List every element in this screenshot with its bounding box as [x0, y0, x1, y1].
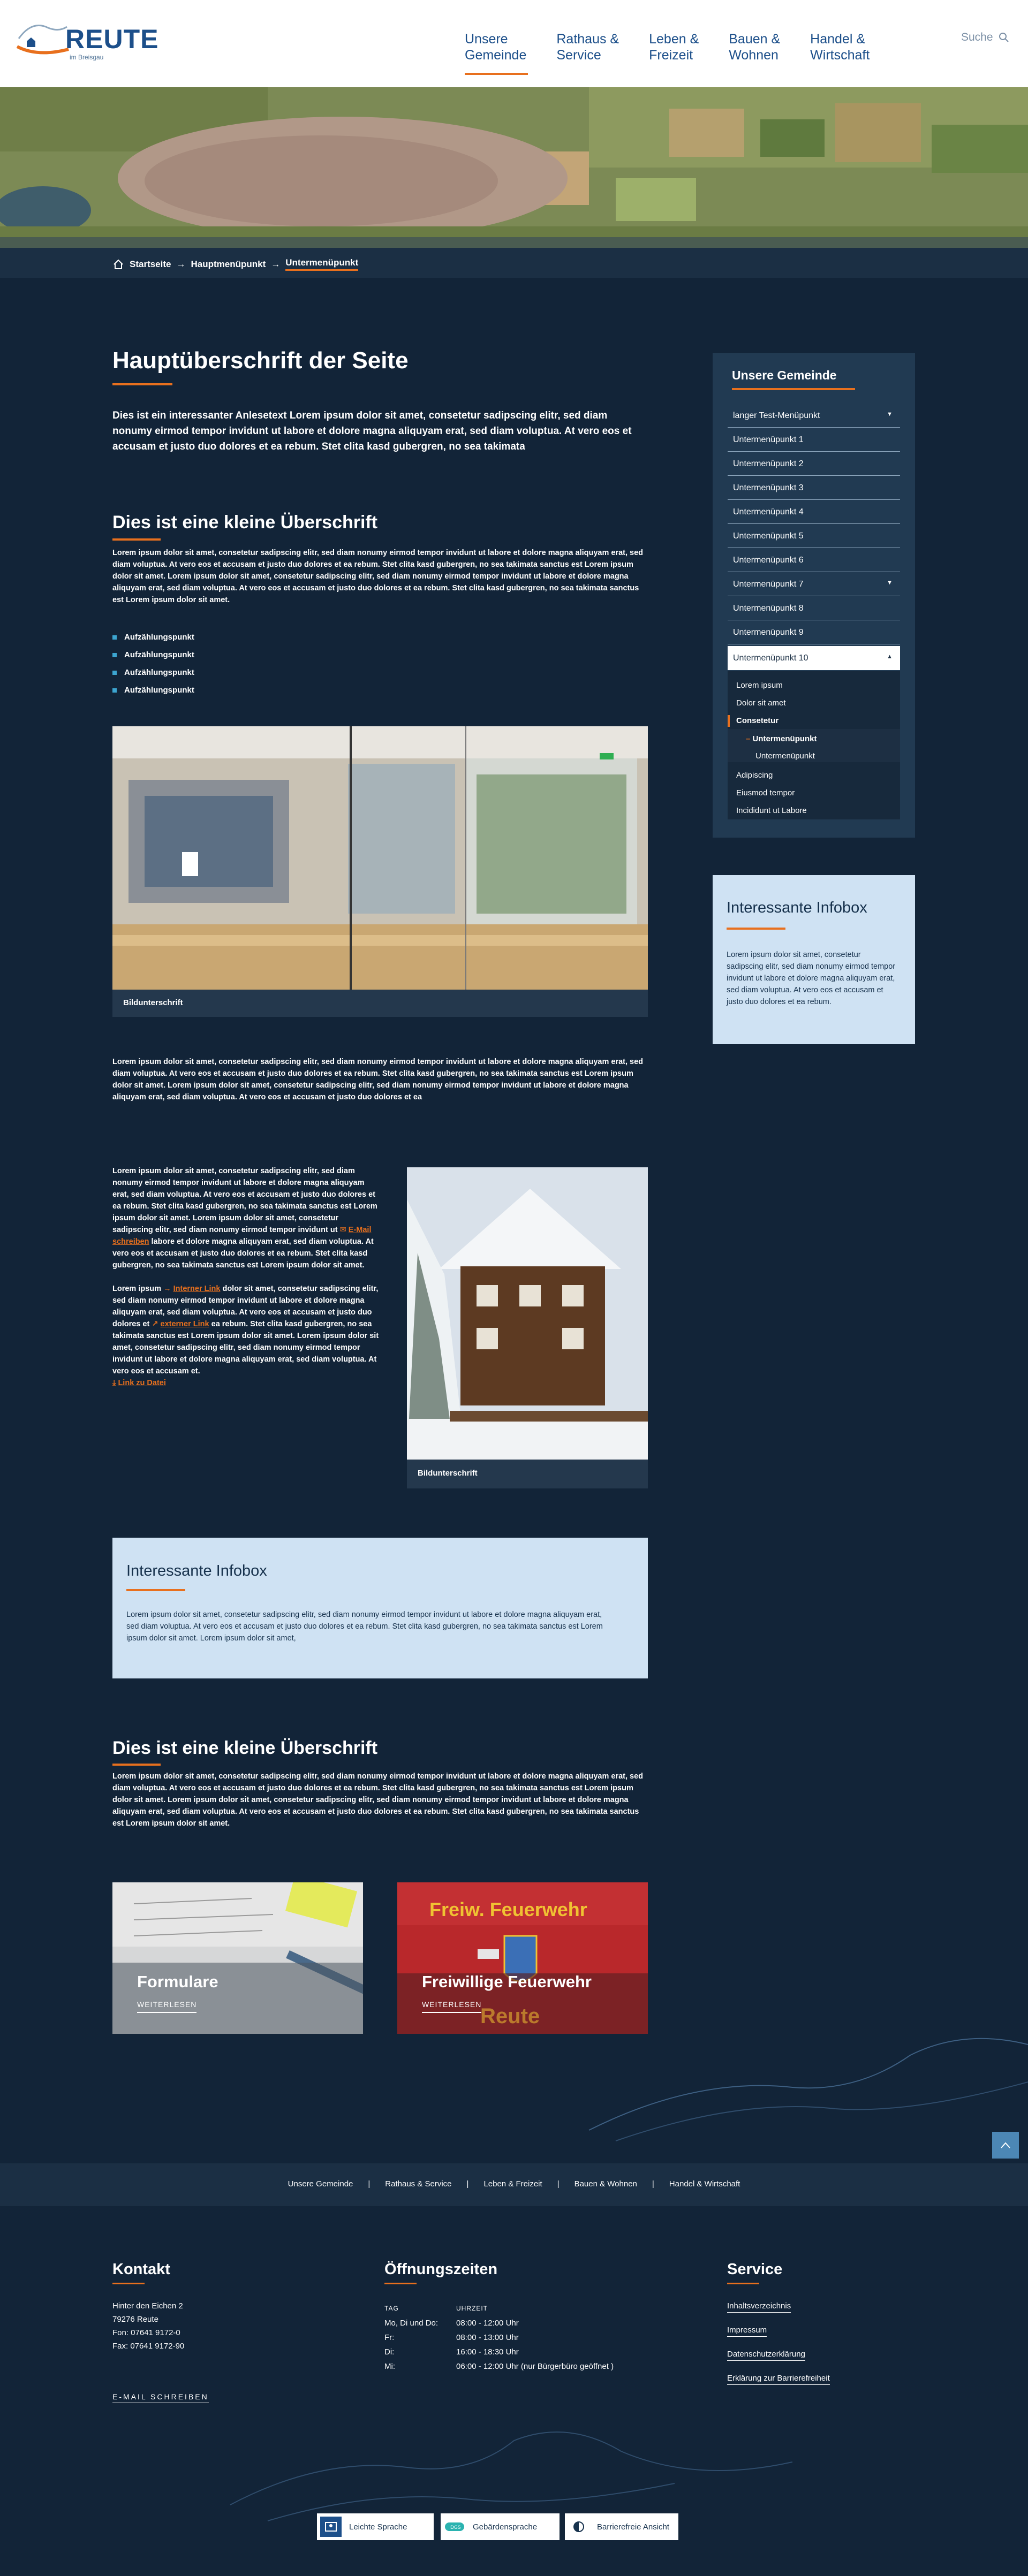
- interior-photo: [112, 726, 648, 990]
- sidebar-item[interactable]: [728, 404, 900, 428]
- sidebar-item-label: Untermenüpunkt 6: [733, 556, 804, 565]
- snowy-house-photo: [407, 1167, 648, 1460]
- sidebar-infobox: [713, 875, 915, 1044]
- chevron-up-icon: [1000, 2141, 1011, 2149]
- sidebar-item-label: Untermenüpunkt 5: [733, 531, 804, 541]
- section-heading: Dies ist eine kleine Überschrift: [112, 512, 378, 533]
- nav-item-handel-wirtschaft[interactable]: [810, 31, 870, 63]
- sidebar-title: Unsere Gemeinde: [732, 368, 837, 382]
- sidebar-item-label: Untermenüpunkt 9: [733, 628, 804, 637]
- a11y-label: Leichte Sprache: [349, 2522, 407, 2532]
- infobox-title: Interessante Infobox: [727, 899, 867, 916]
- footer-rule: [384, 2283, 417, 2284]
- fax: Fax: 07641 9172-90: [112, 2342, 185, 2351]
- sidebar-item-label: Untermenüpunkt 3: [733, 483, 804, 492]
- list-item: Aufzählungspunkt: [112, 664, 194, 681]
- footer-nav-item[interactable]: Handel & Wirtschaft: [669, 2179, 740, 2189]
- submenu-item[interactable]: Incididunt ut Labore: [736, 806, 807, 815]
- svg-text:DGS: DGS: [450, 2525, 461, 2531]
- sidebar-item[interactable]: [728, 524, 900, 548]
- sidebar-item[interactable]: [728, 452, 900, 476]
- infobox-text: Lorem ipsum dolor sit amet, consetetur sadipscing elitr, sed diam nonumy eirmod tempor invidunt ut labore et dolore magna aliquyam erat, sed diam voluptua. At vero eos et accusam et justo duo dolores et ea rebum. Stet clita kasd gubergren, no sea takimata sanctus est Lorem ipsum dolor sit amet. Lorem ipsum dolor sit amet,: [126, 1610, 603, 1643]
- text-column: Lorem ipsum dolor sit amet, consetetur sadipscing elitr, sed diam nonumy eirmod tempor invidunt ut labore et dolore magna aliquyam erat, sed diam voluptua. At vero eos et accusam et justo duo dolores et ea rebum. Stet clita kasd gubergren, no sea takimata sanctus est Lorem ipsum dolor sit amet. Lorem ipsum dolor sit amet, consetetur sadipscing elitr, sed diam nonumy eirmod tempor invidunt ut ✉ E-Mail schreiben labore et dolore magna aliquyam erat, sed diam voluptua. At vero eos et accusam et justo duo dolores et ea rebum. Stet clita kasd gubergren, no sea takimata sanctus est Lorem ipsum dolor sit amet. Lorem ipsum → Interner Link dolor sit amet, consetetur sadipscing elitr, sed diam nonumy eirmod tempor invidunt ut labore et dolore magna aliquyam erat, sed diam voluptua. At vero eos et accusam et justo duo dolores et ↗ externer Link ea rebum. Stet clita kasd gubergren, no sea takimata sanctus est Lorem ipsum dolor sit amet. Lorem ipsum dolor sit amet, consetetur sadipscing elitr, sed diam nonumy eirmod tempor invidunt ut labore et dolore magna aliquyam erat, sed diam voluptua. At vero eos et accusam et. ⤓ Link zu Datei: [112, 1167, 379, 1387]
- sidebar-item-label: Untermenüpunkt 4: [733, 507, 804, 516]
- submenu-item-active[interactable]: Consetetur: [736, 716, 779, 725]
- separator: |: [652, 2179, 654, 2189]
- hours-time: 08:00 - 13:00 Uhr: [456, 2333, 519, 2342]
- footer-link[interactable]: Erklärung zur Barrierefreiheit: [727, 2374, 830, 2385]
- footer-link[interactable]: Impressum: [727, 2326, 767, 2337]
- external-link[interactable]: externer Link: [160, 1320, 209, 1328]
- opening-hours-table: [384, 2301, 614, 2374]
- nav-item-unsere-gemeinde[interactable]: [465, 31, 526, 63]
- paragraph-part: ea rebum. Stet clita kasd gubergren, no sea takimata sanctus est Lorem ipsum dolor sit amet. Lorem ipsum dolor sit amet, consetetur sadipscing elitr, sed diam nonumy eirmod tempor invidunt ut labore et dolore magna aliquyam erat, sed diam voluptua. At vero eos et accusam et.: [112, 1320, 379, 1376]
- separator: |: [557, 2179, 560, 2189]
- separator: |: [368, 2179, 371, 2189]
- sidebar-item[interactable]: [728, 476, 900, 500]
- sidebar-item[interactable]: [728, 572, 900, 596]
- submenu-nested-item-active[interactable]: – Untermenüpunkt: [746, 734, 817, 743]
- sign-language-button[interactable]: [441, 2513, 560, 2540]
- chevron-up-icon[interactable]: ▲: [887, 654, 893, 660]
- section-heading: Dies ist eine kleine Überschrift: [112, 1738, 378, 1758]
- paragraph: Lorem ipsum dolor sit amet, consetetur sadipscing elitr, sed diam nonumy eirmod tempor invidunt ut labore et dolore magna aliquyam erat, sed diam voluptua. At vero eos et accusam et justo duo dolores et ea rebum. Stet clita kasd gubergren, no sea takimata sanctus est Lorem ipsum dolor sit amet. Lorem ipsum dolor sit amet, consetetur sadipscing elitr, sed diam nonumy eirmod tempor invidunt ut labore et dolore magna aliquyam erat, sed diam voluptua. At vero eos et accusam et justo duo dolores et ea rebum. Stet clita kasd gubergren, no sea takimata sanctus est Lorem ipsum dolor sit amet.: [112, 1772, 644, 1828]
- breadcrumb: [112, 257, 358, 271]
- paragraph: Lorem ipsum dolor sit amet, consetetur sadipscing elitr, sed diam nonumy eirmod tempor invidunt ut labore et dolore magna aliquyam erat, sed diam voluptua. At vero eos et accusam et justo duo dolores et ea rebum. Stet clita kasd gubergren, no sea takimata sanctus est Lorem ipsum dolor sit amet. Lorem ipsum dolor sit amet, consetetur sadipscing elitr, sed diam nonumy eirmod tempor invidunt ut labore et dolore magna aliquyam erat, sed diam voluptua. At vero eos et accusam et justo duo dolores et ea: [112, 1058, 644, 1101]
- footer-nav-item[interactable]: Unsere Gemeinde: [288, 2179, 353, 2189]
- infobox-title: Interessante Infobox: [126, 1562, 267, 1579]
- footer-hours-title: Öffnungszeiten: [384, 2261, 498, 2278]
- image-with-caption: [407, 1167, 648, 1488]
- footer-rule: [727, 2283, 759, 2284]
- easy-language-icon: [320, 2517, 342, 2537]
- sign-language-icon: [444, 2517, 465, 2537]
- image-caption: Bildunterschrift: [123, 998, 183, 1007]
- nav-item-leben-freizeit[interactable]: [649, 31, 699, 63]
- infobox-text: Lorem ipsum dolor sit amet, consetetur sadipscing elitr, sed diam nonumy eirmod tempor invidunt ut labore et dolore magna aliquyam erat, sed diam voluptua. At vero eos et accusam et justo duo dolores et ea rebum.: [727, 951, 896, 1006]
- breadcrumb-current: Untermenüpunkt: [285, 257, 358, 271]
- footer-nav: [0, 2163, 1028, 2206]
- decorative-hills: [0, 2012, 1028, 2173]
- nav-label-line1: Handel &: [810, 32, 866, 47]
- file-link[interactable]: Link zu Datei: [118, 1379, 166, 1387]
- hours-time: 16:00 - 18:30 Uhr: [456, 2347, 519, 2357]
- nav-label-line2: Wirtschaft: [810, 48, 870, 63]
- banner-text: Freiw. Feuerwehr: [429, 1898, 587, 1920]
- sidebar-item-label: Untermenüpunkt 1: [733, 435, 804, 444]
- sidebar-item-label: Untermenüpunkt 8: [733, 604, 804, 613]
- separator: |: [466, 2179, 469, 2189]
- read-more-link[interactable]: WEITERLESEN: [422, 2000, 481, 2013]
- infobox-rule: [727, 928, 785, 930]
- list-item: Aufzählungspunkt: [112, 681, 194, 699]
- sidebar-title-rule: [732, 388, 855, 390]
- a11y-label: Barrierefreie Ansicht: [597, 2522, 670, 2532]
- list-item: Aufzählungspunkt: [112, 628, 194, 646]
- heading-rule: [112, 1764, 161, 1766]
- hours-day: Di:: [384, 2347, 395, 2357]
- hours-time: 06:00 - 12:00 Uhr (nur Bürgerbüro geöffnet ): [456, 2362, 614, 2371]
- hours-header-day: TAG: [384, 2305, 399, 2312]
- footer-contact-title: Kontakt: [112, 2261, 170, 2278]
- sidebar-item[interactable]: [728, 428, 900, 452]
- submenu-item[interactable]: Eiusmod tempor: [736, 788, 795, 797]
- chevron-down-icon[interactable]: ▼: [887, 411, 893, 417]
- sidebar-nav: [713, 353, 915, 838]
- contrast-icon: [568, 2517, 589, 2537]
- phone: Fon: 07641 9172-0: [112, 2328, 180, 2337]
- sidebar-item-label: Untermenüpunkt 7: [733, 580, 804, 589]
- nav-label-line2: Freizeit: [649, 48, 693, 63]
- nav-label-line2: Service: [556, 48, 601, 63]
- hours-day: Fr:: [384, 2333, 395, 2342]
- search-icon: [999, 32, 1009, 43]
- submenu-nested-item[interactable]: Untermenüpunkt: [755, 751, 815, 761]
- footer-link[interactable]: Inhaltsverzeichnis: [727, 2301, 791, 2313]
- sidebar-item-open[interactable]: [728, 646, 900, 670]
- nav-item-bauen-wohnen[interactable]: [729, 31, 780, 63]
- read-more-link[interactable]: WEITERLESEN: [137, 2000, 196, 2013]
- paragraph-part: Lorem ipsum: [112, 1285, 162, 1293]
- hours-time: 08:00 - 12:00 Uhr: [456, 2319, 519, 2328]
- hours-day: Mo, Di und Do:: [384, 2319, 439, 2328]
- nav-label-line1: Leben &: [649, 32, 699, 47]
- breadcrumb-bar: [0, 248, 1028, 278]
- footer-service-title: Service: [727, 2261, 783, 2278]
- accessible-view-button[interactable]: [565, 2513, 678, 2540]
- footer-nav-item[interactable]: Leben & Freizeit: [483, 2179, 542, 2189]
- hero-image: [0, 87, 1028, 248]
- paragraph: Lorem ipsum dolor sit amet, consetetur sadipscing elitr, sed diam nonumy eirmod tempor invidunt ut labore et dolore magna aliquyam erat, sed diam voluptua. At vero eos et accusam et justo duo dolores et ea rebum. Stet clita kasd gubergren, no sea takimata sanctus est Lorem ipsum dolor sit amet. Lorem ipsum dolor sit amet, consetetur sadipscing elitr, sed diam nonumy eirmod tempor invidunt ut labore et dolore magna aliquyam erat, sed diam voluptua. At vero eos et accusam et justo duo dolores et ea rebum. Stet clita kasd gubergren, no sea takimata sanctus est Lorem ipsum dolor sit amet.: [112, 549, 644, 604]
- list-item: Aufzählungspunkt: [112, 646, 194, 664]
- a11y-label: Gebärdensprache: [473, 2522, 538, 2532]
- teaser-card-feuerwehr[interactable]: [397, 1882, 648, 2034]
- banner-town: Reute: [480, 2004, 540, 2028]
- lead-text: Dies ist ein interessanter Anlesetext Lorem ipsum dolor sit amet, consetetur sadipscing elitr, sed diam nonumy eirmod tempor invidunt ut labore et dolore magna aliquyam erat, sed diam voluptua. At vero eos et accusam et justo duo dolores et ea rebum. Stet clita kasd gubergren, no sea takimata: [112, 410, 632, 452]
- sidebar-item[interactable]: [728, 596, 900, 620]
- search-button[interactable]: [961, 31, 1009, 44]
- logo-text: REUTE: [65, 24, 159, 54]
- sidebar-item-label: langer Test-Menüpunkt: [733, 411, 820, 420]
- easy-language-button[interactable]: [317, 2513, 434, 2540]
- nav-item-rathaus-service[interactable]: [556, 31, 619, 63]
- email-link[interactable]: E-Mail schreiben: [112, 1226, 372, 1246]
- aerial-village-photo: [0, 87, 1028, 248]
- teaser-card-formulare[interactable]: [112, 1882, 363, 2034]
- paragraph-part: dolor sit amet, consetetur sadipscing elitr, sed diam nonumy eirmod tempor invidunt ut labore et dolore magna aliquyam erat, sed diam voluptua. At vero eos et accusam et justo duo dolores et: [112, 1285, 379, 1328]
- internal-link[interactable]: Interner Link: [173, 1285, 221, 1293]
- hours-header-time: UHRZEIT: [456, 2305, 488, 2312]
- scroll-to-top-button[interactable]: [992, 2132, 1019, 2159]
- submenu-item[interactable]: Lorem ipsum: [736, 681, 783, 690]
- submenu-nested-label: Untermenüpunkt: [752, 734, 817, 743]
- submenu-item[interactable]: Adipiscing: [736, 771, 773, 780]
- hours-day: Mi:: [384, 2362, 395, 2371]
- paragraph-part: labore et dolore magna aliquyam erat, sed diam voluptua. At vero eos et accusam et justo duo dolores et ea rebum. Stet clita kasd gubergren, no sea takimata sanctus est Lorem ipsum dolor sit amet.: [112, 1237, 374, 1270]
- footer-link[interactable]: Datenschutzerklärung: [727, 2350, 805, 2361]
- main-nav: [465, 31, 900, 63]
- image-with-caption: [112, 726, 648, 1017]
- nav-label-line1: Bauen &: [729, 32, 781, 47]
- sidebar-item-label: Untermenüpunkt 10: [733, 654, 808, 663]
- footer-nav-item[interactable]: Rathaus & Service: [385, 2179, 452, 2189]
- nav-label-line2: Gemeinde: [465, 48, 527, 63]
- logo-subtitle: im Breisgau: [70, 54, 104, 61]
- bullet-list: [112, 628, 194, 699]
- home-icon[interactable]: [112, 259, 124, 270]
- infobox-rule: [126, 1589, 185, 1591]
- footer-contact: [112, 2299, 184, 2353]
- breadcrumb-level1[interactable]: Hauptmenüpunkt: [191, 259, 266, 269]
- breadcrumb-arrow: →: [271, 259, 281, 269]
- email-button[interactable]: E-MAIL SCHREIBEN: [112, 2392, 209, 2403]
- card-title: Formulare: [137, 1972, 218, 1991]
- infobox: [112, 1538, 648, 1678]
- breadcrumb-arrow: →: [176, 259, 186, 269]
- search-label: Suche: [961, 31, 993, 43]
- image-caption: Bildunterschrift: [418, 1469, 478, 1478]
- site-header: [0, 0, 1028, 87]
- footer-rule: [112, 2283, 145, 2284]
- sidebar-submenu: [728, 671, 900, 819]
- address-line: Hinter den Eichen 2: [112, 2301, 183, 2311]
- breadcrumb-home[interactable]: Startseite: [130, 259, 171, 269]
- sidebar-item[interactable]: [728, 548, 900, 572]
- page-title: Hauptüberschrift der Seite: [112, 347, 409, 374]
- sidebar-item-label: Untermenüpunkt 2: [733, 459, 804, 468]
- chevron-down-icon[interactable]: ▼: [887, 580, 893, 586]
- nav-label-line1: Rathaus &: [556, 32, 619, 47]
- sidebar-item[interactable]: [728, 500, 900, 524]
- submenu-item[interactable]: Dolor sit amet: [736, 698, 786, 708]
- sidebar-item[interactable]: [728, 620, 900, 644]
- logo-mark-icon: [16, 17, 70, 65]
- logo[interactable]: [16, 12, 159, 71]
- footer-nav-item[interactable]: Bauen & Wohnen: [574, 2179, 637, 2189]
- nav-label-line1: Unsere: [465, 32, 508, 47]
- card-title: Freiwillige Feuerwehr: [422, 1972, 592, 1991]
- paragraph-part: Lorem ipsum dolor sit amet, consetetur sadipscing elitr, sed diam nonumy eirmod tempor invidunt ut labore et dolore magna aliquyam erat, sed diam voluptua. At vero eos et accusam et justo duo dolores et ea rebum. Stet clita kasd gubergren, no sea takimata sanctus est Lorem ipsum dolor sit amet. Lorem ipsum dolor sit amet, consetetur sadipscing elitr, sed diam nonumy eirmod tempor invidunt ut: [112, 1167, 377, 1234]
- address-line: 79276 Reute: [112, 2315, 158, 2324]
- heading-rule: [112, 538, 161, 541]
- nav-label-line2: Wohnen: [729, 48, 778, 63]
- title-rule: [112, 383, 172, 385]
- active-marker: [728, 715, 730, 727]
